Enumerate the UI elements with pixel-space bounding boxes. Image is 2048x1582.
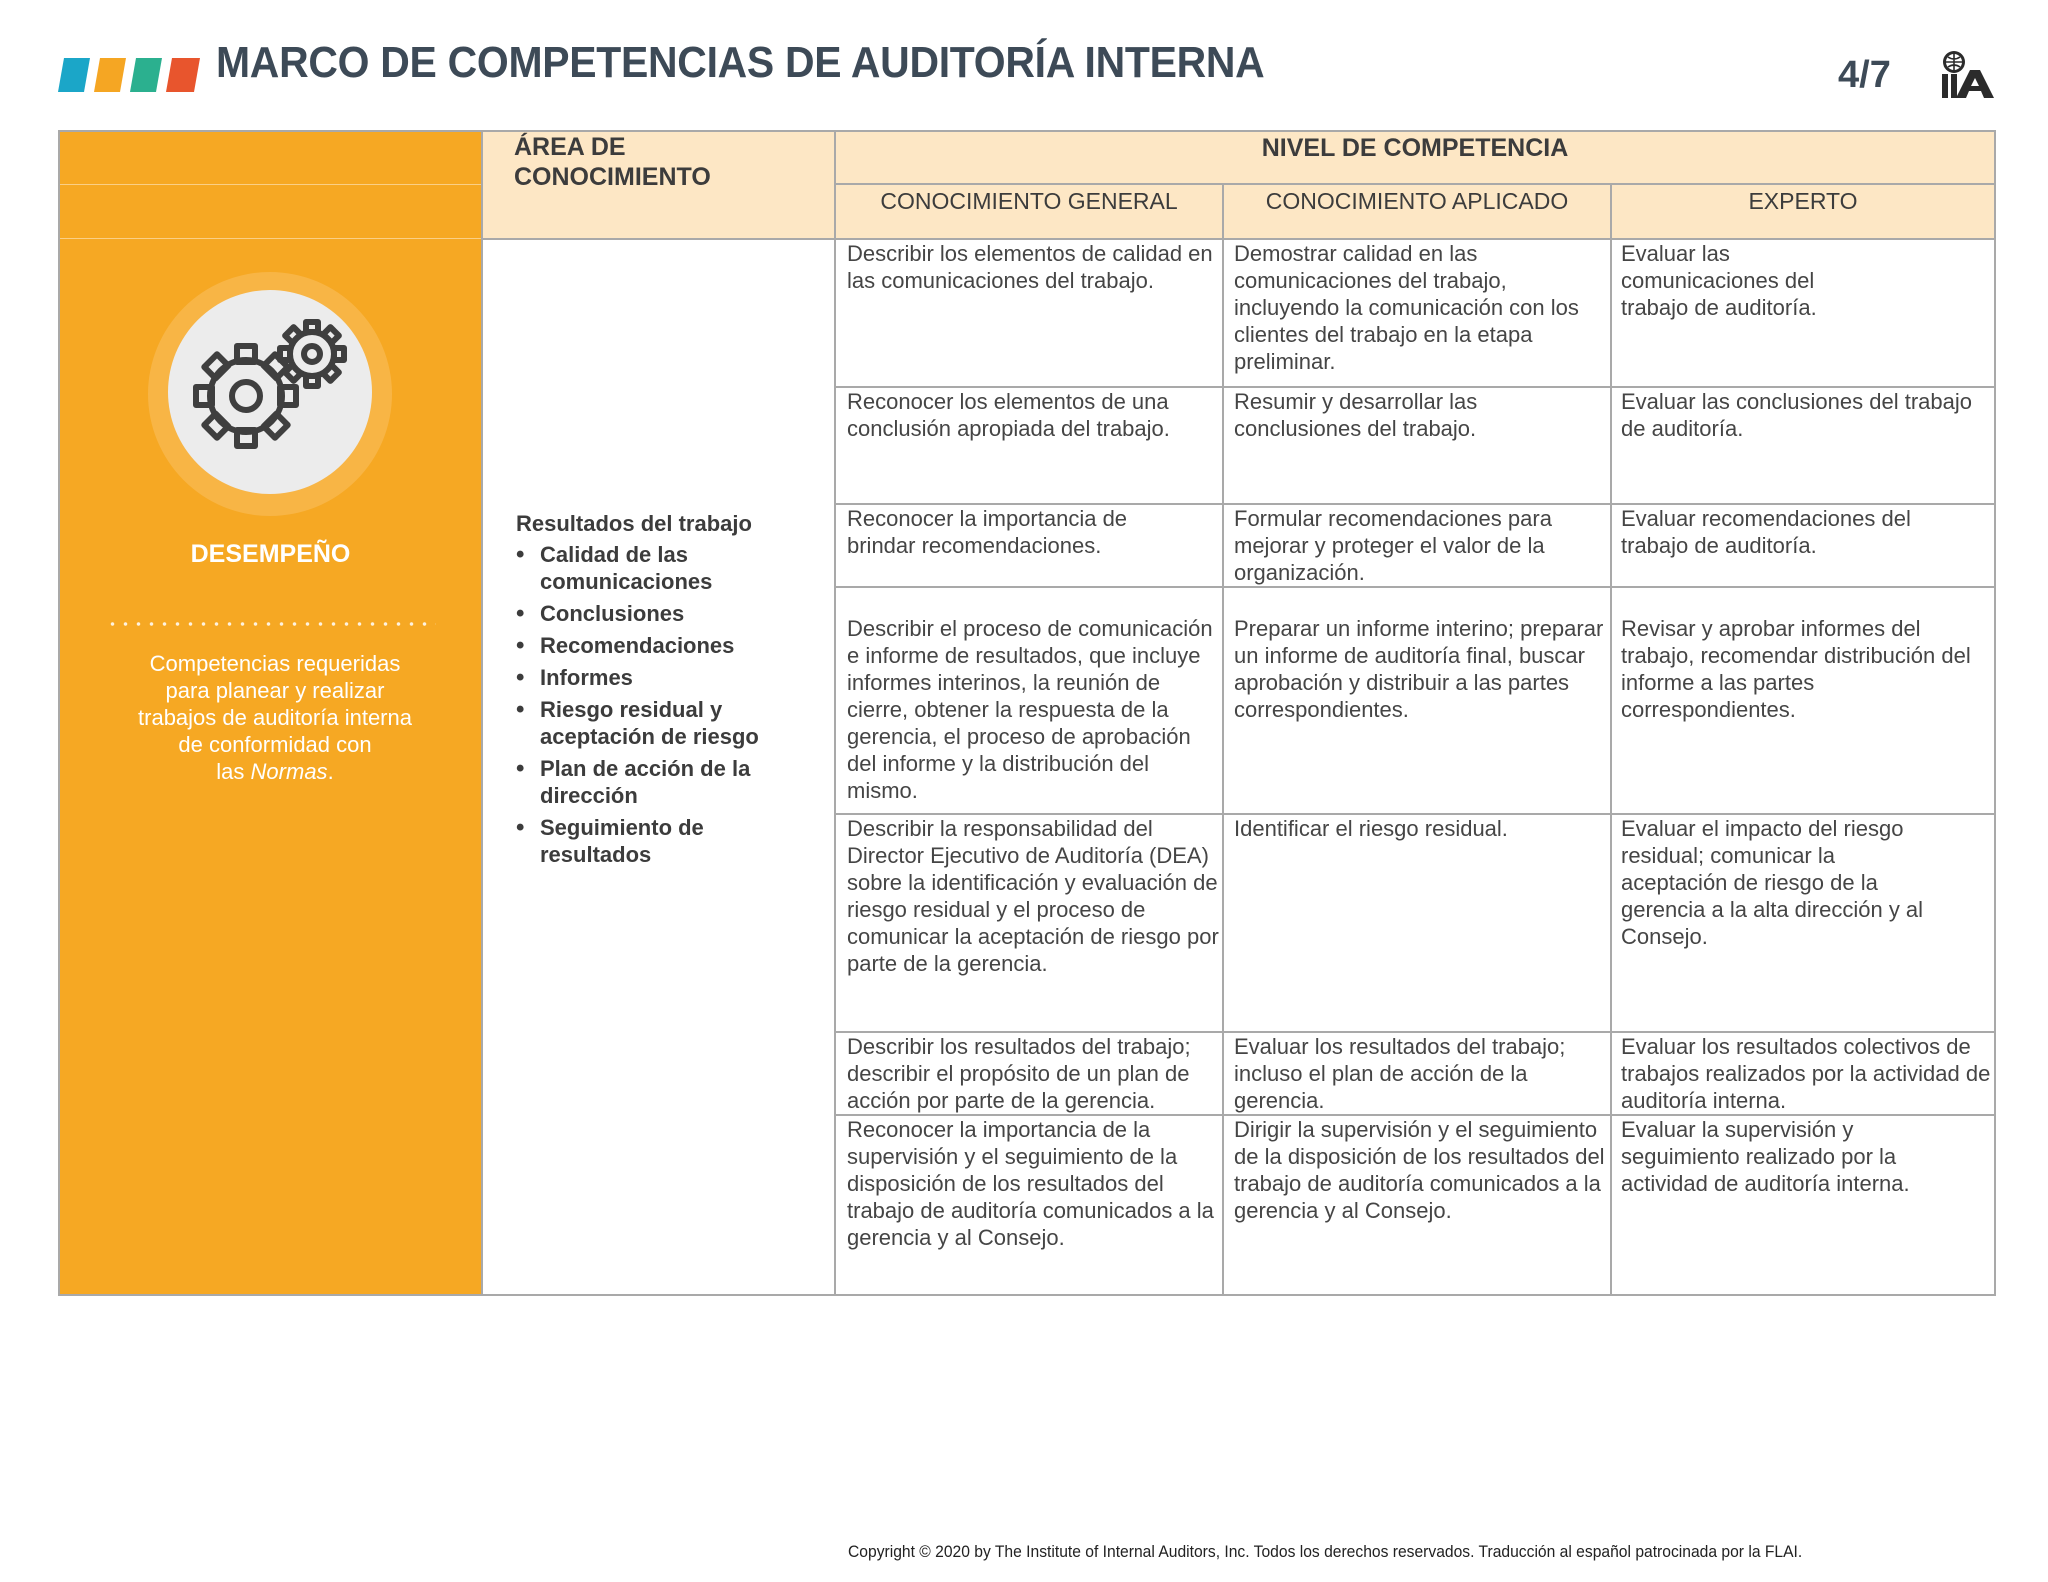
cell-experto: Evaluar la supervisión y seguimiento realizado por la actividad de auditoría interna. [1621,1117,1910,1196]
list-item: • Riesgo residual y aceptación de riesgo [516,696,816,750]
cell-experto: Evaluar recomendaciones del trabajo de auditoría. [1621,506,1911,558]
cell-aplicado: Demostrar calidad en las comunicaciones del trabajo, incluyendo la comunicación con los clientes del trabajo en la etapa preliminar. [1234,241,1579,374]
cell-aplicado: Evaluar los resultados del trabajo; incluso el plan de acción de la gerencia. [1234,1034,1566,1113]
cell-general: Reconocer la importancia de la supervisión y el seguimiento de la disposición de los resultados del trabajo de auditoría comunicados a la gerencia y al Consejo. [847,1117,1214,1250]
page-number: 4/7 [1838,54,1891,96]
cell-aplicado: Identificar el riesgo residual. [1234,816,1508,841]
iia-logo [1936,50,1994,100]
knowledge-area-list [516,541,816,868]
knowledge-area-title: Resultados del trabajo [516,511,752,536]
gears-icon [190,318,350,458]
cell-aplicado: Resumir y desarrollar las conclusiones del trabajo. [1234,389,1478,441]
list-item: • Conclusiones [516,600,816,627]
area-header: ÁREA DE CONOCIMIENTO [514,133,711,191]
divider [834,132,836,1294]
cell-experto: Evaluar las comunicaciones del trabajo de auditoría. [1621,241,1817,320]
copyright-notice: Copyright © 2020 by The Institute of Internal Auditors, Inc. Todos los derechos reservados. Traducción al español patrocinada por la FLAI. [848,1542,1803,1561]
dotted-divider [106,622,436,626]
cell-aplicado: Preparar un informe interino; preparar un informe de auditoría final, buscar aprobación y distribuir a las partes correspondientes. [1234,616,1604,722]
brand-stripes [58,58,200,92]
cell-general: Describir los resultados del trabajo; describir el propósito de un plan de acción por parte de la gerencia. [847,1034,1191,1113]
level-experto-header: EXPERTO [1748,188,1858,214]
cell-experto: Evaluar las conclusiones del trabajo de auditoría. [1621,389,1972,441]
divider [836,586,1994,588]
knowledge-area [516,510,816,873]
cell-general: Describir los elementos de calidad en las comunicaciones del trabajo. [847,241,1213,293]
cell-general: Describir el proceso de comunicación e informe de resultados, que incluye informes interinos, la reunión de cierre, obtener la respuesta de la gerencia, el proceso de aprobación del informe y la distribución del mismo. [847,616,1213,803]
divider [481,132,483,1294]
category-title: DESEMPEÑO [190,540,351,568]
cell-general: Reconocer los elementos de una conclusión apropiada del trabajo. [847,389,1170,441]
level-aplicado-header: CONOCIMIENTO APLICADO [1265,188,1569,214]
cell-experto: Evaluar el impacto del riesgo residual; comunicar la aceptación de riesgo de la gerencia a la alta dirección y al Consejo. [1621,816,1924,949]
cell-general: Reconocer la importancia de brindar recomendaciones. [847,506,1128,558]
cell-aplicado: Formular recomendaciones para mejorar y proteger el valor de la organización. [1234,506,1552,585]
list-item: • Seguimiento de resultados [516,814,816,868]
list-item: • Calidad de las comunicaciones [516,541,816,595]
list-item: • Informes [516,664,816,691]
cell-general: Describir la responsabilidad del Director Ejecutivo de Auditoría (DEA) sobre la identificación y evaluación de riesgo residual y el proceso de comunicar la aceptación de riesgo por parte de la gerencia. [847,816,1219,976]
list-item: • Plan de acción de la dirección [516,755,816,809]
cell-experto: Evaluar los resultados colectivos de trabajos realizados por la actividad de auditoría interna. [1621,1034,1991,1113]
level-general-header: CONOCIMIENTO GENERAL [880,188,1178,214]
list-item: • Recomendaciones [516,632,816,659]
nivel-header: NIVEL DE COMPETENCIA [1261,134,1569,162]
page-title: MARCO DE COMPETENCIAS DE AUDITORÍA INTERNA [216,38,1265,87]
cell-experto: Revisar y aprobar informes del trabajo, recomendar distribución del informe a las partes correspondientes. [1621,616,1971,722]
category-description: Competencias requeridas para planear y realizar trabajos de auditoría interna de conformidad con las Normas. [138,651,412,784]
cell-aplicado: Dirigir la supervisión y el seguimiento de la disposición de los resultados del trabajo de auditoría comunicados a la gerencia y al Consejo. [1234,1117,1605,1223]
